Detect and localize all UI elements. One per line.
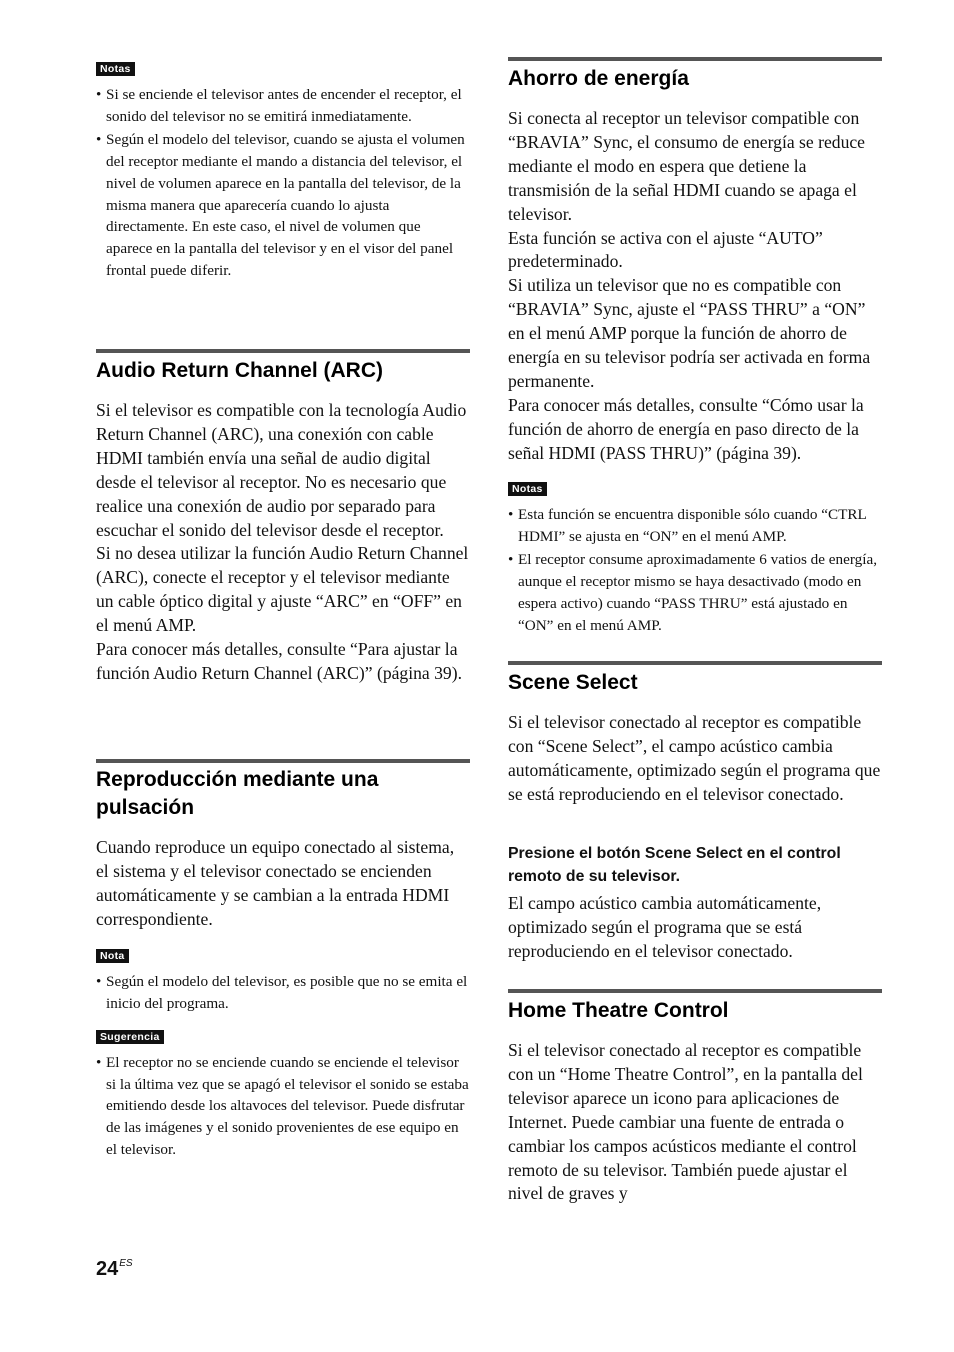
notes-list (96, 84, 470, 283)
paragraph: Para conocer más detalles, consulte “Cómo usar la función de ahorro de energía en paso directo de la señal HDMI (PASS THRU)” (página 39). (508, 394, 864, 463)
scene-result (508, 892, 882, 964)
paragraph: Si no desea utilizar la función Audio Return Channel (ARC), conecte el receptor y el televisor mediante un cable óptico digital y ajuste “ARC” en “OFF” en el menú AMP. (96, 543, 469, 636)
section-heading-home-theatre: Home Theatre Control (508, 999, 729, 1022)
section-heading-one-touch: Reproducción mediante una pulsación (96, 768, 379, 819)
notes-label: Notas (96, 62, 135, 76)
notes-label: Notas (508, 482, 547, 496)
list-item: • El receptor consume aproximadamente 6 vatios de energía, aunque el receptor mismo se haya desactivado (modo en espera activo) cuando “PASS THRU” está ajustado en “ON” en el menú AMP. (508, 549, 882, 636)
home-theatre-body (508, 1039, 882, 1206)
paragraph: Esta función se activa con el ajuste “AUTO” predeterminado. (508, 227, 823, 272)
paragraph: Cuando reproduce un equipo conectado al sistema, el sistema y el televisor conectado se encienden automáticamente y se cambian a la entrada HDMI correspondiente. (96, 837, 455, 929)
list-item: • El receptor no se enciende cuando se enciende el televisor si la última vez que se apagó el televisor el sonido se estaba emitiendo desde los altavoces del televisor. Puede disfrutar de las imágenes y el sonido provenientes de ese equipo en el televisor. (96, 1052, 470, 1161)
notes-list (508, 504, 882, 638)
page-number (96, 1258, 133, 1281)
arc-body (96, 399, 470, 686)
page-number-value: 24 (96, 1258, 119, 1280)
paragraph: Si el televisor conectado al receptor es compatible con un “Home Theatre Control”, en la pantalla del televisor aparece un icono para aplicaciones de Internet. Puede cambiar una fuente de entrada o cambiar los campos acústicos mediante el control remoto de su televisor. También puede ajustar el nivel de graves y (508, 1040, 863, 1204)
section-heading-scene-select: Scene Select (508, 671, 638, 694)
scene-body (508, 711, 882, 807)
tip-label: Sugerencia (96, 1030, 164, 1044)
list-item: • Según el modelo del televisor, cuando se ajusta el volumen del receptor mediante el mando a distancia del televisor, el nivel de volumen aparece en la pantalla del televisor, de la misma manera que aparecería cuando lo ajusta directamente. En este caso, el nivel de volumen que aparece en la pantalla del televisor y en el visor del panel frontal puede diferir. (96, 129, 470, 281)
tip-list (96, 1052, 470, 1163)
paragraph: Si utiliza un televisor que no es compatible con “BRAVIA” Sync, ajuste el “PASS THRU” a “ON” en el menú AMP porque la función de ahorro de energía en su televisor podría ser activada en forma permanente. (508, 275, 871, 391)
section-divider (508, 989, 882, 993)
section-divider (508, 57, 882, 61)
note-list (96, 971, 470, 1016)
list-item: • Según el modelo del televisor, es posible que no se emita el inicio del programa. (96, 971, 470, 1014)
energy-body (508, 107, 882, 466)
paragraph: Si el televisor es compatible con la tecnología Audio Return Channel (ARC), una conexión con cable HDMI también envía una señal de audio digital desde el televisor al receptor. No es necesario que realice una conexión de audio por separado para escuchar el sonido del televisor desde el receptor. (96, 400, 467, 540)
scene-instruction: Presione el botón Scene Select en el control remoto de su televisor. (508, 845, 841, 885)
section-divider (96, 759, 470, 763)
section-divider (508, 661, 882, 665)
section-divider (96, 349, 470, 353)
note-label: Nota (96, 949, 129, 963)
list-item: • Si se enciende el televisor antes de encender el receptor, el sonido del televisor no se emitirá inmediatamente. (96, 84, 470, 127)
paragraph: Si conecta al receptor un televisor compatible con “BRAVIA” Sync, el consumo de energía se reduce mediante el modo en espera que detiene la transmisión de la señal HDMI cuando se apaga el televisor. (508, 108, 865, 224)
list-item: • Esta función se encuentra disponible sólo cuando “CTRL HDMI” se ajusta en “ON” en el menú AMP. (508, 504, 882, 547)
section-heading-energy: Ahorro de energía (508, 67, 689, 90)
paragraph: El campo acústico cambia automáticamente, optimizado según el programa que se está reproduciendo en el televisor conectado. (508, 893, 822, 961)
page-number-suffix: ES (119, 1258, 133, 1269)
paragraph: Para conocer más detalles, consulte “Para ajustar la función Audio Return Channel (ARC)” (página 39). (96, 639, 462, 683)
paragraph: Si el televisor conectado al receptor es compatible con “Scene Select”, el campo acústico cambia automáticamente, optimizado según el programa que se está reproduciendo en el televisor conectado. (508, 712, 881, 804)
section-heading-arc: Audio Return Channel (ARC) (96, 359, 383, 382)
one-touch-body (96, 836, 470, 932)
